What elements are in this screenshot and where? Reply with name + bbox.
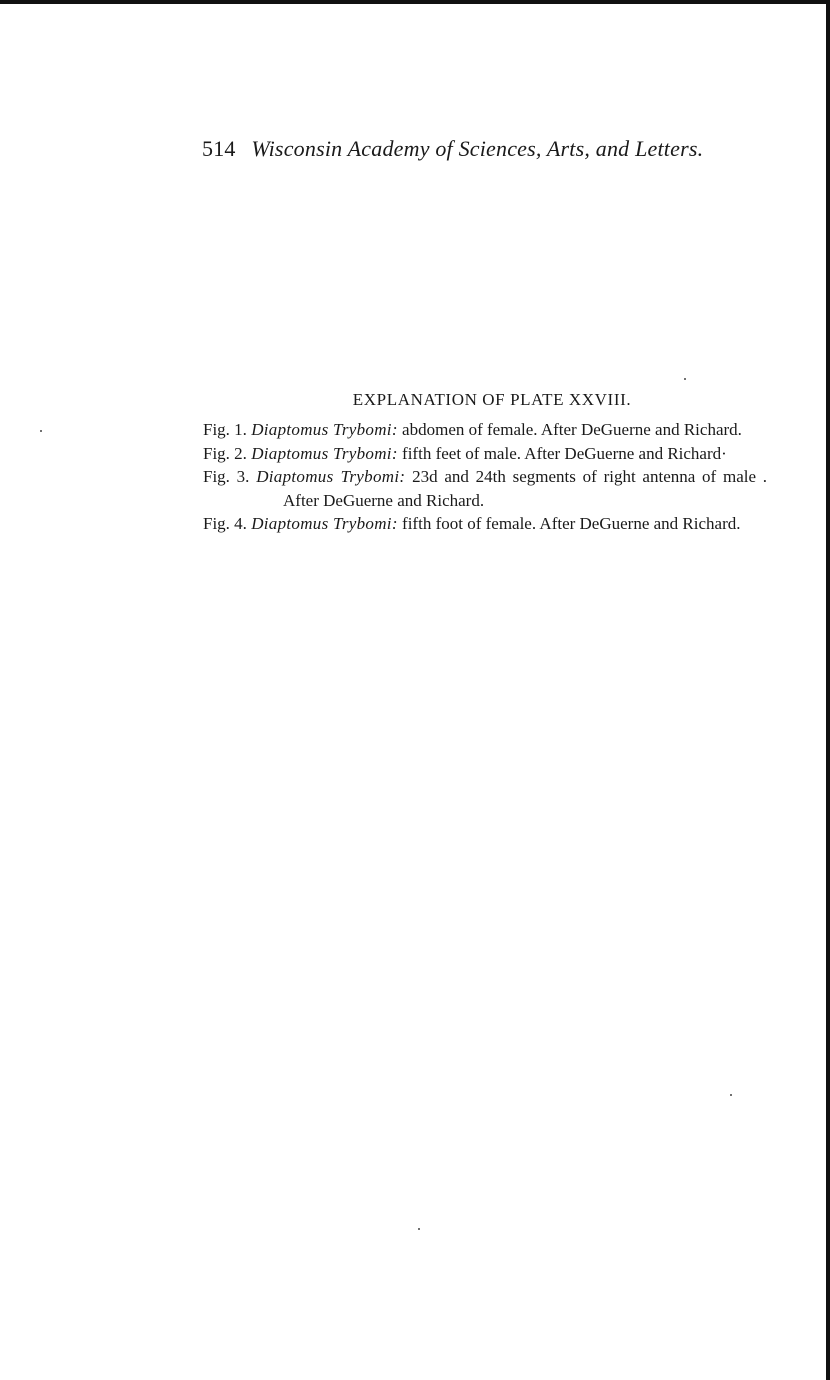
figure-caption	[203, 512, 767, 536]
figure-label: Fig. 2.	[203, 443, 247, 463]
plate-title: EXPLANATION OF PLATE XXVIII.	[352, 390, 632, 409]
figure-caption	[203, 442, 767, 466]
figure-description: 23d and 24th segments of right antenna of male . After DeGuerne and Richard.	[283, 467, 768, 510]
figure-caption	[203, 465, 767, 512]
page-number: 514	[202, 136, 236, 161]
scan-speck	[684, 378, 686, 380]
scan-speck	[40, 430, 42, 432]
species-name: Diaptomus Trybomi:	[256, 467, 406, 486]
figure-label: Fig. 3.	[203, 467, 250, 486]
figure-caption	[203, 418, 767, 442]
scan-border-top	[0, 0, 830, 4]
scan-speck	[418, 1228, 420, 1230]
figure-description: abdomen of female. After DeGuerne and Richard.	[402, 420, 742, 439]
figure-label: Fig. 1.	[203, 420, 247, 439]
scan-border-right	[826, 0, 830, 1380]
species-name: Diaptomus Trybomi:	[251, 514, 398, 533]
scan-speck	[730, 1094, 732, 1096]
species-name: Diaptomus Trybomi:	[251, 443, 398, 463]
figure-label: Fig. 4.	[203, 514, 247, 533]
figure-description: fifth feet of male. After DeGuerne and Richard·	[402, 443, 727, 463]
species-name: Diaptomus Trybomi:	[251, 420, 398, 439]
figure-caption-list	[203, 418, 767, 536]
figure-description: fifth foot of female. After DeGuerne and Richard.	[402, 514, 741, 533]
running-head	[202, 136, 742, 162]
journal-title: Wisconsin Academy of Sciences, Arts, and Letters.	[251, 136, 704, 161]
